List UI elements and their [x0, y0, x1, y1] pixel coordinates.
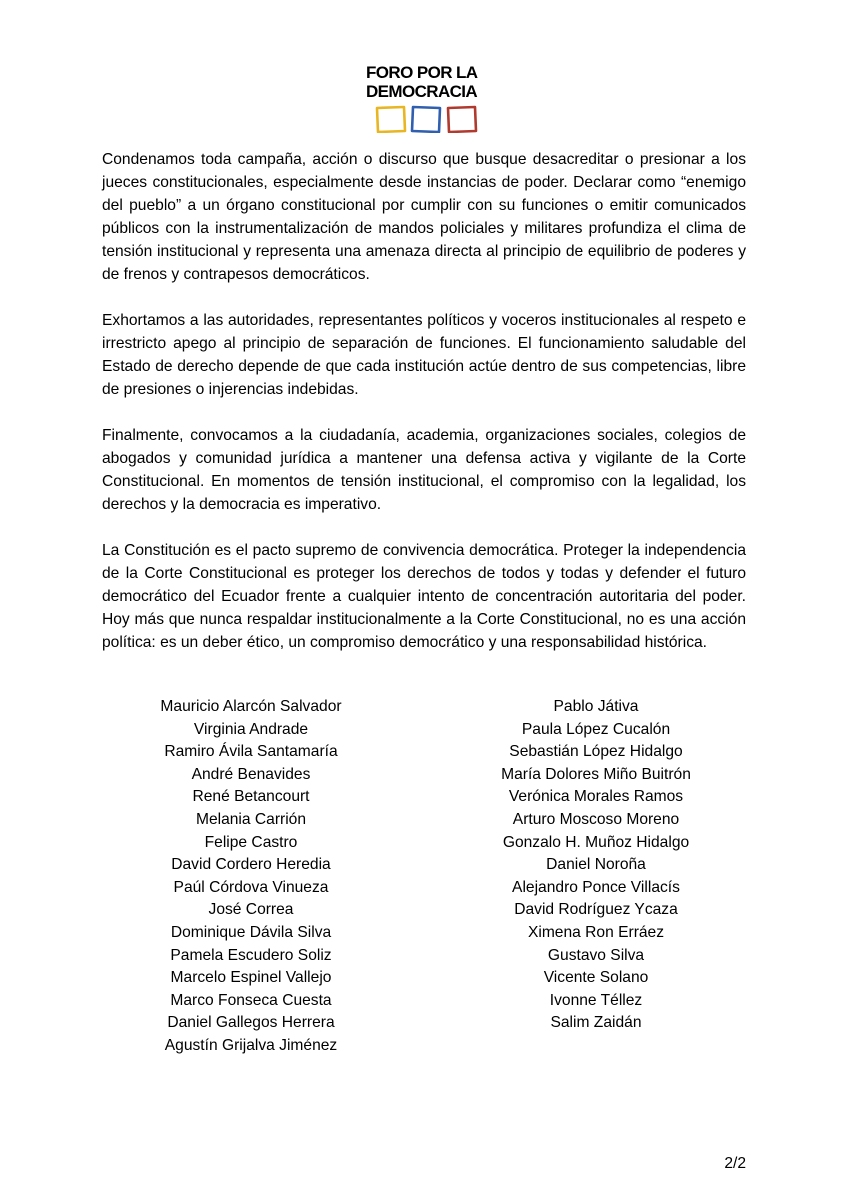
paragraph-call-to-citizens: Finalmente, convocamos a la ciudadanía, academia, organizaciones sociales, colegios de abogados y comunidad jurídica a mantener una defensa activa y vigilante de la Corte Constitucional. En momentos de tensión institucional, el compromiso con la legalidad, los derechos y la democracia es imperativo.	[102, 427, 746, 513]
signatory-name: Alejandro Ponce Villacís	[512, 878, 680, 896]
signatory-name: Vicente Solano	[543, 969, 649, 987]
signatory-name: Pamela Escudero Soliz	[170, 946, 332, 964]
signatories-right-column	[446, 696, 746, 1035]
logo-title-line-1: FORO POR LA	[366, 63, 478, 82]
signatory-name: Salim Zaidán	[550, 1014, 642, 1032]
signatory-name: Paula López Cucalón	[521, 720, 671, 738]
paragraph-exhortation: Exhortamos a las autoridades, representantes políticos y voceros institucionales al respeto e irrestricto apego al principio de separación de funciones. El funcionamiento saludable del Estado de derecho depende de que cada institución actúe dentro de sus competencias, libre de presiones o injerencias indebidas.	[102, 312, 746, 398]
logo-squares-icon	[375, 105, 479, 133]
signatory-name: Ramiro Ávila Santamaría	[164, 743, 338, 761]
signatory-name: Ivonne Téllez	[549, 991, 643, 1009]
signatory-name: Gustavo Silva	[547, 946, 645, 964]
paragraph-constitution: La Constitución es el pacto supremo de convivencia democrática. Proteger la independencia de la Corte Constitucional es proteger los derechos de todos y todas y defender el futuro democrático del Ecuador frente a cualquier intento de concentración autoritaria del poder. Hoy más que nunca respaldar institucionalmente a la Corte Constitucional, no es una acción política: es un deber ético, un compromiso democrático y una responsabilidad histórica.	[102, 542, 746, 651]
signatory-name: René Betancourt	[192, 788, 310, 806]
signatories-left-column	[101, 696, 401, 1058]
signatory-name: Ximena Ron Erráez	[527, 923, 665, 941]
logo-square-yellow	[377, 107, 405, 132]
signatory-name: Agustín Grijalva Jiménez	[164, 1036, 338, 1054]
signatory-name: Daniel Gallegos Herrera	[167, 1014, 335, 1032]
signatory-name: Dominique Dávila Silva	[170, 923, 332, 941]
signatory-name: María Dolores Miño Buitrón	[501, 765, 691, 783]
signatory-name: Marco Fonseca Cuesta	[170, 991, 332, 1009]
page-number: 2/2	[724, 1155, 746, 1172]
statement-body	[102, 148, 746, 677]
logo-title-line-2: DEMOCRACIA	[366, 82, 478, 101]
signatory-name: Melania Carrión	[195, 810, 307, 828]
signatory-name: José Correa	[208, 901, 294, 919]
signatory-name: Daniel Noroña	[546, 856, 646, 874]
signatory-name: Mauricio Alarcón Salvador	[160, 698, 342, 715]
signatory-name: David Rodríguez Ycaza	[514, 901, 678, 919]
signatory-name: Marcelo Espinel Vallejo	[170, 969, 332, 987]
signatory-name: Pablo Játiva	[553, 698, 639, 715]
signatory-name: Gonzalo H. Muñoz Hidalgo	[502, 833, 690, 851]
paragraph-condemnation: Condenamos toda campaña, acción o discurso que busque desacreditar o presionar a los jueces constitucionales, especialmente desde instancias de poder. Declarar como “enemigo del pueblo” a un órgano constitucional por cumplir con su funciones o emitir comunicados públicos con la instrumentalización de mandos policiales y militares profundiza el clima de tensión institucional y representa una amenaza directa al principio de equilibrio de poderes y de frenos y contrapesos democráticos.	[102, 151, 746, 283]
logo-square-blue	[412, 107, 440, 132]
signatory-name: David Cordero Heredia	[171, 856, 331, 874]
signatory-name: André Benavides	[191, 765, 311, 783]
signatory-name: Arturo Moscoso Moreno	[512, 810, 680, 828]
signatory-name: Sebastián López Hidalgo	[509, 743, 683, 761]
logo-square-red	[448, 107, 476, 132]
signatory-name: Paúl Córdova Vinueza	[173, 878, 329, 896]
signatory-name: Felipe Castro	[204, 833, 298, 851]
foro-por-la-democracia-logo	[364, 63, 488, 135]
signatory-name: Virginia Andrade	[193, 720, 309, 738]
signatory-name: Verónica Morales Ramos	[508, 788, 684, 806]
